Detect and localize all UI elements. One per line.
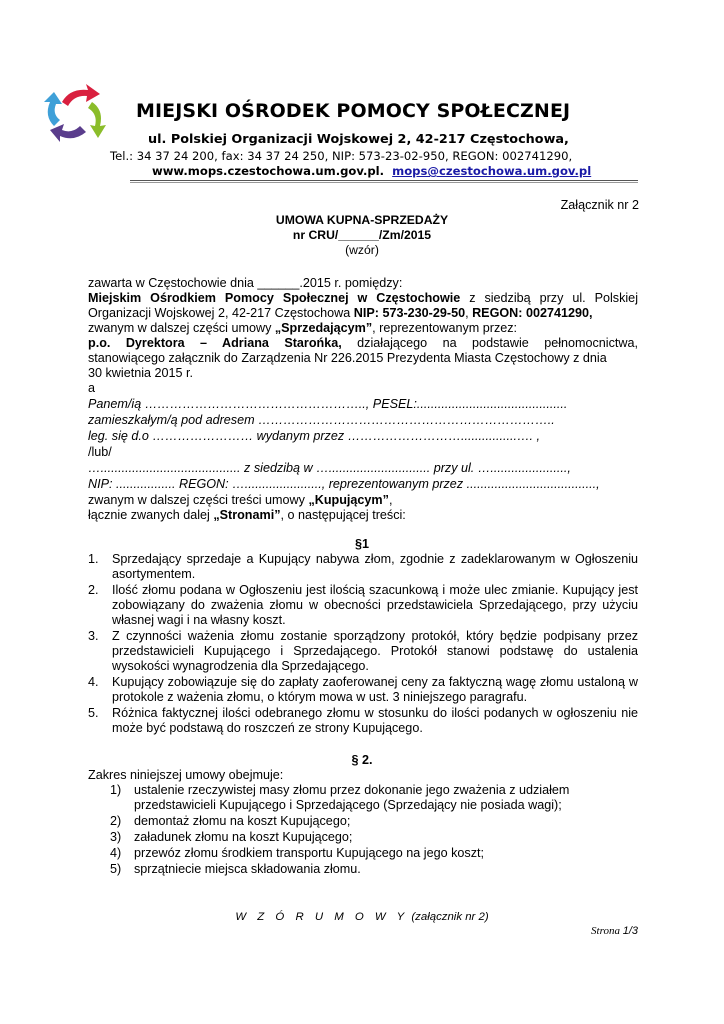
buyer-address-line: zamieszkałym/ą pod adresem …………………………………………………………….. <box>88 413 555 427</box>
section-2-intro: Zakres niniejszej umowy obejmuje: <box>88 768 284 782</box>
company-line: …........................................ z siedzibą w …............................. przy ul. …......................, <box>88 461 571 475</box>
org-name: MIEJSKI OŚRODEK POMOCY SPOŁECZNEJ <box>136 100 571 122</box>
intro-line-3: Organizacji Wojskowej 2, 42-217 Częstochowa NIP: 573-230-29-50, REGON: 002741290, <box>88 306 593 320</box>
email-link[interactable]: mops@czestochowa.um.gov.pl <box>392 164 592 178</box>
intro-line-4: zwanym w dalszej części umowy „Sprzedającym”, reprezentowanym przez: <box>88 321 518 335</box>
header-divider-2 <box>130 182 638 183</box>
title-line-3: (wzór) <box>345 243 379 257</box>
buyer-name-line: Panem/ią …………………………………………….., PESEL:........................................... <box>88 397 568 411</box>
or-line: /lub/ <box>88 445 112 459</box>
intro-line-16: łącznie zwanych dalej „Stronami”, o następującej treści: <box>88 508 406 522</box>
list-item: 2. Ilość złomu podana w Ogłoszeniu jest ilością szacunkową i może ulec zmianie. Kupujący jest zobowiązany do zważenia złomu w obecności przedstawiciela Sprzedającego, przy użyciu własnej wagi i na własny koszt. <box>88 583 638 627</box>
document-title <box>0 213 724 258</box>
list-item: 1. Sprzedający sprzedaje a Kupujący nabywa złom, zgodnie z zadeklarowanym w Ogłoszeniu asortymentem. <box>88 552 638 581</box>
intro-line-5: p.o. Dyrektora – Adriana Starońka, działającego na podstawie pełnomocnictwa, <box>88 336 638 350</box>
section-2-heading: § 2. <box>351 753 373 767</box>
list-item: 3) załadunek złomu na koszt Kupującego; <box>110 830 353 844</box>
list-item: 5) sprzątniecie miejsca składowania złomu. <box>110 862 361 876</box>
intro-line-1: zawarta w Częstochowie dnia ______.2015 r. pomiędzy: <box>88 276 403 290</box>
list-item: 3. Z czynności ważenia złomu zostanie sporządzony protokół, który będzie podpisany przez przedstawicieli Kupującego i Sprzedającego. Protokół stanowi podstawę do ustalenia wysokości wynagrodzenia dla Sprzedającego. <box>88 629 638 673</box>
mops-logo-icon <box>40 80 110 146</box>
intro-line-6: stanowiącego załącznik do Zarządzenia Nr 226.2015 Prezydenta Miasta Częstochowy z dnia <box>88 351 607 365</box>
list-item: 5. Różnica faktycznej ilości odebranego złomu w stosunku do ilości podanych w ogłoszeniu nie może być podstawą do roszczeń ze strony Kupującego. <box>88 706 638 735</box>
org-web-email <box>152 164 591 178</box>
title-line-1: UMOWA KUPNA-SPRZEDAŻY <box>275 213 449 227</box>
header-divider <box>130 180 638 181</box>
section-1-list <box>88 552 638 737</box>
website-link[interactable]: www.mops.czestochowa.um.gov.pl. <box>152 164 385 178</box>
list-item: 2) demontaż złomu na koszt Kupującego; <box>110 814 351 828</box>
company-nip-line: NIP: ................. REGON: …......................, reprezentowanym przez ....................................., <box>88 477 600 491</box>
section-2-list <box>110 783 638 878</box>
intro-line-2: Miejskim Ośrodkiem Pomocy Społecznej w Częstochowie z siedzibą przy ul. Polskiej <box>88 291 638 305</box>
section-1-heading: §1 <box>354 537 369 551</box>
list-item: 4) przewóz złomu środkiem transportu Kupującego na jego koszt; <box>110 846 485 860</box>
intro-line-15: zwanym w dalszej części treści umowy „Kupującym”, <box>88 493 393 507</box>
page-number: Strona 1/3 <box>591 925 638 937</box>
list-item: 4. Kupujący zobowiązuje się do zapłaty zaoferowanej ceny za faktyczną wagę złomu ustaloną w protokole z ważenia złomu, o którym mowa w ust. 3 niniejszego paragrafu. <box>88 675 638 704</box>
footer-label: W Z Ó R U M O W Y (załącznik nr 2) <box>235 911 489 923</box>
title-line-2: nr CRU/______/Zm/2015 <box>292 228 432 242</box>
intro-line-8: a <box>88 381 96 395</box>
org-address: ul. Polskiej Organizacji Wojskowej 2, 42-217 Częstochowa, <box>148 132 569 147</box>
org-contact: Tel.: 34 37 24 200, fax: 34 37 24 250, NIP: 573-23-02-950, REGON: 002741290, <box>110 149 573 163</box>
intro-line-7: 30 kwietnia 2015 r. <box>88 366 194 380</box>
list-item: 1) ustalenie rzeczywistej masy złomu przez dokonanie jego zważenia z udziałem przedstawicieli Kupującego i Sprzedającego (Sprzedający nie posiada wagi); <box>110 783 570 812</box>
attachment-label: Załącznik nr 2 <box>560 198 639 212</box>
buyer-id-line: leg. się d.o …………………… wydanym przez ………………………................…. , <box>88 429 541 443</box>
